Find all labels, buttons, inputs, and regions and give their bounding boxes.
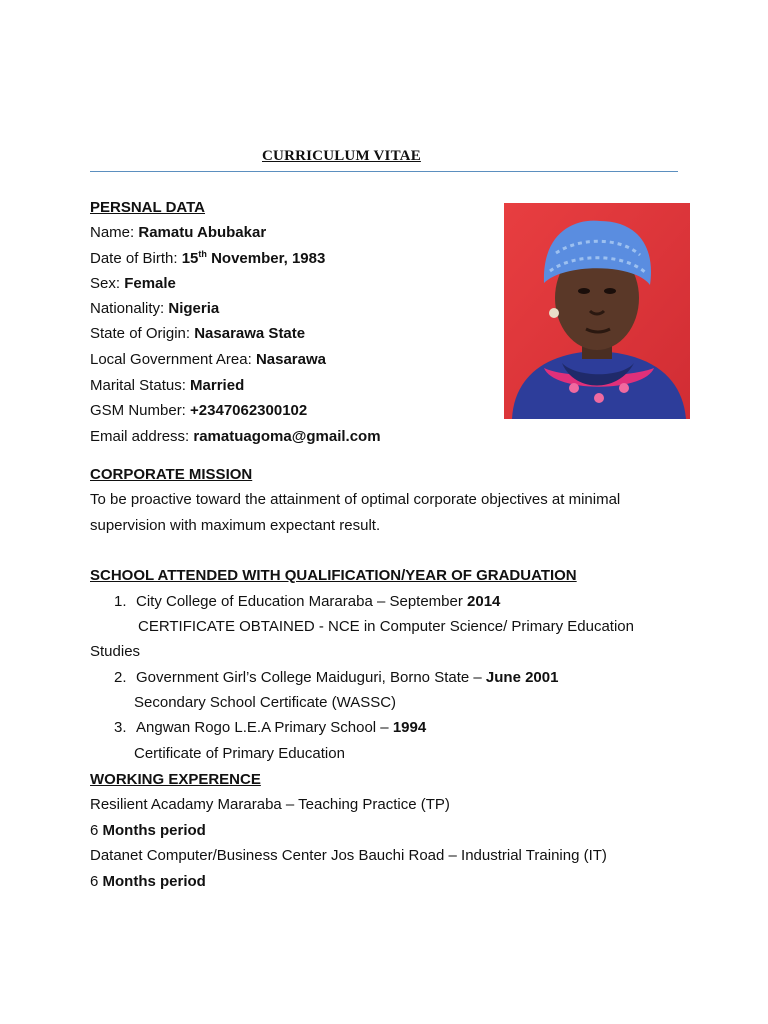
lga-value: Nasarawa (255, 351, 326, 368)
mission-text-1: To be proactive toward the attainment of optimal corporate objectives at minimal (90, 491, 621, 508)
email-row: Email address: ramatuagoma@gmail.com (90, 428, 381, 445)
portrait-photo (504, 203, 690, 419)
school-item-1: 1. City College of Education Mararaba – September 2014 (114, 593, 501, 610)
origin-row: State of Origin: Nasarawa State (90, 325, 306, 342)
name-value: Ramatu Abubakar (138, 224, 267, 241)
lga-row: Local Government Area: Nasarawa (90, 351, 326, 368)
title-divider (90, 171, 678, 172)
work-item-2: Datanet Computer/Business Center Jos Bauchi Road – Industrial Training (IT) (90, 847, 607, 864)
marital-value: Married (190, 377, 245, 394)
school-item-3-detail: Certificate of Primary Education (134, 745, 345, 762)
marital-row: Marital Status: Married (90, 377, 245, 394)
dob-row: Date of Birth: 15th November, 1983 (90, 249, 326, 267)
school-item-2-detail: Secondary School Certificate (WASSC) (134, 694, 397, 711)
nationality-value: Nigeria (168, 300, 220, 317)
work-item-1: Resilient Acadamy Mararaba – Teaching Practice (TP) (90, 796, 450, 813)
gsm-row: GSM Number: +2347062300102 (90, 402, 308, 419)
work-item-2-period: 6 Months period (90, 873, 206, 890)
origin-value: Nasarawa State (194, 325, 306, 342)
name-row: Name: Ramatu Abubakar (90, 224, 267, 241)
school-item-2: 2. Government Girl’s College Maiduguri, Borno State – June 2001 (114, 669, 559, 686)
portrait-icon (504, 203, 690, 419)
gsm-value: +2347062300102 (190, 402, 308, 419)
school-item-1-detail-2: Studies (90, 643, 141, 660)
school-heading: SCHOOL ATTENDED WITH QUALIFICATION/YEAR OF GRADUATION (90, 567, 577, 584)
sex-row: Sex: Female (90, 275, 176, 292)
dob-value: 15th November, 1983 (181, 249, 326, 267)
school-item-1-detail: CERTIFICATE OBTAINED - NCE in Computer Science/ Primary Education (138, 618, 634, 635)
school-item-3: 3. Angwan Rogo L.E.A Primary School – 1994 (114, 719, 427, 736)
nationality-row: Nationality: Nigeria (90, 300, 220, 317)
email-value: ramatuagoma@gmail.com (193, 428, 381, 445)
mission-text-2: supervision with maximum expectant result. (90, 517, 381, 534)
personal-heading: PERSNAL DATA (90, 199, 206, 216)
sex-value: Female (124, 275, 176, 292)
work-item-1-period: 6 Months period (90, 822, 206, 839)
work-heading: WORKING EXPERENCE (90, 771, 261, 788)
mission-heading: CORPORATE MISSION (90, 466, 253, 483)
page-title: CURRICULUM VITAE (262, 148, 421, 164)
